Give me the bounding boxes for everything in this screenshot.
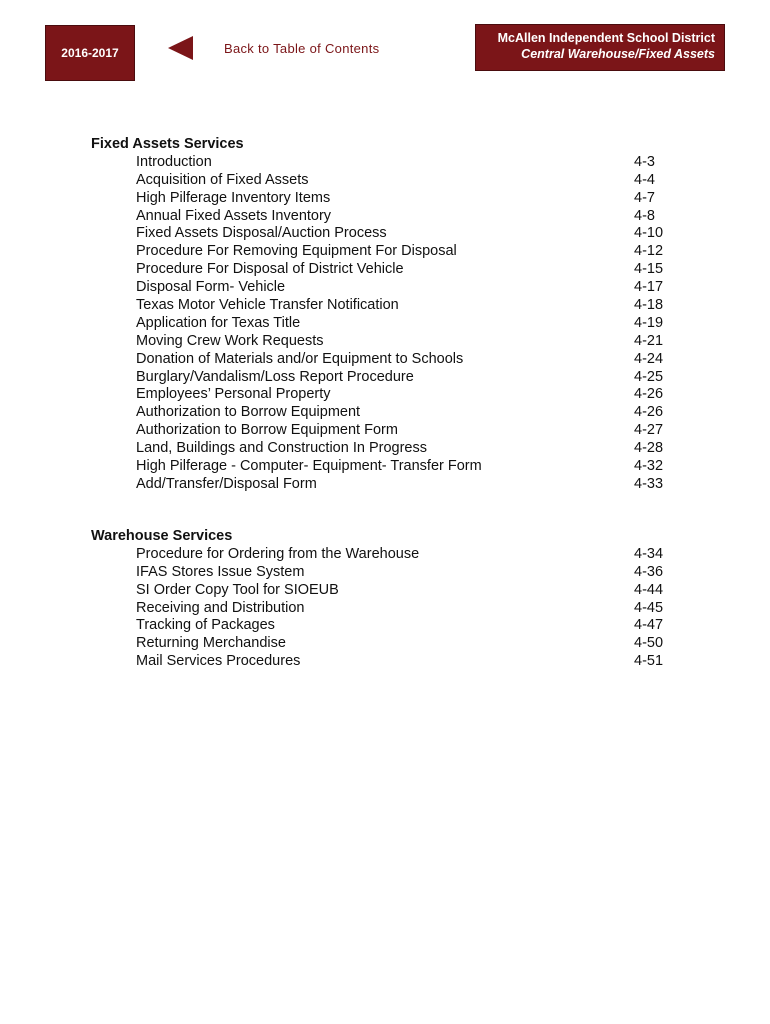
year-label: 2016-2017 — [61, 46, 119, 60]
toc-entry — [91, 422, 681, 440]
entry-page-number: 4-26 — [634, 386, 664, 403]
entry-page-number: 4-34 — [634, 545, 664, 562]
toc-entry — [91, 351, 681, 369]
entry-list — [91, 154, 681, 494]
entry-page-number: 4-8 — [634, 207, 655, 224]
entry-page-number: 4-47 — [634, 617, 664, 634]
section-fixed-assets — [91, 136, 681, 494]
entry-page-number: 4-50 — [634, 635, 664, 652]
back-arrow-icon[interactable] — [168, 36, 193, 60]
entry-page-number: 4-7 — [634, 189, 655, 206]
toc-entry — [91, 404, 681, 422]
toc-entry — [91, 617, 681, 635]
entry-title: Returning Merchandise — [136, 635, 286, 652]
entry-title: High Pilferage - Computer- Equipment- Transfer Form — [136, 458, 482, 475]
section-title: Fixed Assets Services — [91, 136, 244, 152]
entry-title: Authorization to Borrow Equipment Form — [136, 422, 398, 439]
toc-entry — [91, 564, 681, 582]
section-title: Warehouse Services — [91, 528, 233, 544]
toc-entry — [91, 297, 681, 315]
entry-title: Procedure for Ordering from the Warehouse — [136, 545, 420, 562]
entry-title: Donation of Materials and/or Equipment to Schools — [136, 350, 464, 367]
entry-page-number: 4-44 — [634, 581, 664, 598]
entry-page-number: 4-17 — [634, 279, 664, 296]
entry-title: Procedure For Removing Equipment For Disposal — [136, 243, 457, 260]
entry-page-number: 4-33 — [634, 475, 664, 492]
entry-page-number: 4-24 — [634, 350, 664, 367]
entry-page-number: 4-15 — [634, 261, 664, 278]
section-warehouse — [91, 528, 681, 671]
department-name: Central Warehouse/Fixed Assets — [521, 47, 715, 61]
toc-entry — [91, 279, 681, 297]
entry-page-number: 4-4 — [634, 171, 655, 188]
toc-entry — [91, 190, 681, 208]
entry-page-number: 4-32 — [634, 458, 664, 475]
entry-title: Fixed Assets Disposal/Auction Process — [136, 225, 387, 242]
entry-page-number: 4-18 — [634, 297, 664, 314]
toc-entry — [91, 476, 681, 494]
entry-page-number: 4-51 — [634, 653, 664, 670]
entry-title: High Pilferage Inventory Items — [136, 189, 331, 206]
entry-page-number: 4-25 — [634, 368, 664, 385]
entry-title: Receiving and Distribution — [136, 599, 305, 616]
entry-title: Land, Buildings and Construction In Progress — [136, 440, 427, 457]
toc-entry — [91, 333, 681, 351]
entry-title: Tracking of Packages — [136, 617, 275, 634]
back-link-label[interactable]: Back to Table of Contents — [224, 40, 380, 56]
entry-title: Moving Crew Work Requests — [136, 332, 324, 349]
entry-title: Introduction — [136, 153, 212, 170]
entry-title: Authorization to Borrow Equipment — [136, 404, 361, 421]
entry-page-number: 4-19 — [634, 314, 664, 331]
entry-title: Disposal Form- Vehicle — [136, 279, 286, 296]
toc-entry — [91, 635, 681, 653]
toc-entry — [91, 386, 681, 404]
entry-page-number: 4-26 — [634, 404, 664, 421]
district-header — [475, 24, 725, 71]
entry-page-number: 4-10 — [634, 225, 664, 242]
toc-entry — [91, 582, 681, 600]
entry-page-number: 4-3 — [634, 153, 655, 170]
entry-title: Employees’ Personal Property — [136, 386, 331, 403]
toc-entry — [91, 208, 681, 226]
entry-title: Add/Transfer/Disposal Form — [136, 475, 317, 492]
toc-entry — [91, 243, 681, 261]
entry-title: Burglary/Vandalism/Loss Report Procedure — [136, 368, 414, 385]
entry-list — [91, 546, 681, 671]
entry-title: Mail Services Procedures — [136, 653, 301, 670]
entry-title: IFAS Stores Issue System — [136, 563, 305, 580]
toc-entry — [91, 225, 681, 243]
toc-entry — [91, 653, 681, 671]
back-to-contents-link[interactable] — [168, 34, 379, 62]
entry-title: Procedure For Disposal of District Vehicle — [136, 261, 404, 278]
district-name: McAllen Independent School District — [497, 31, 715, 45]
entry-page-number: 4-36 — [634, 563, 664, 580]
toc-entry — [91, 458, 681, 476]
entry-page-number: 4-45 — [634, 599, 664, 616]
entry-page-number: 4-21 — [634, 332, 664, 349]
toc-entry — [91, 546, 681, 564]
toc-entry — [91, 172, 681, 190]
entry-page-number: 4-12 — [634, 243, 664, 260]
entry-title: Annual Fixed Assets Inventory — [136, 207, 332, 224]
entry-title: SI Order Copy Tool for SIOEUB — [136, 581, 339, 598]
toc-entry — [91, 154, 681, 172]
entry-title: Acquisition of Fixed Assets — [136, 171, 309, 188]
entry-page-number: 4-28 — [634, 440, 664, 457]
toc-entry — [91, 369, 681, 387]
toc-entry — [91, 315, 681, 333]
toc-entry — [91, 261, 681, 279]
year-badge — [45, 25, 135, 81]
entry-title: Texas Motor Vehicle Transfer Notification — [136, 297, 399, 314]
entry-title: Application for Texas Title — [136, 314, 301, 331]
toc-entry — [91, 440, 681, 458]
toc-entry — [91, 600, 681, 618]
entry-page-number: 4-27 — [634, 422, 664, 439]
